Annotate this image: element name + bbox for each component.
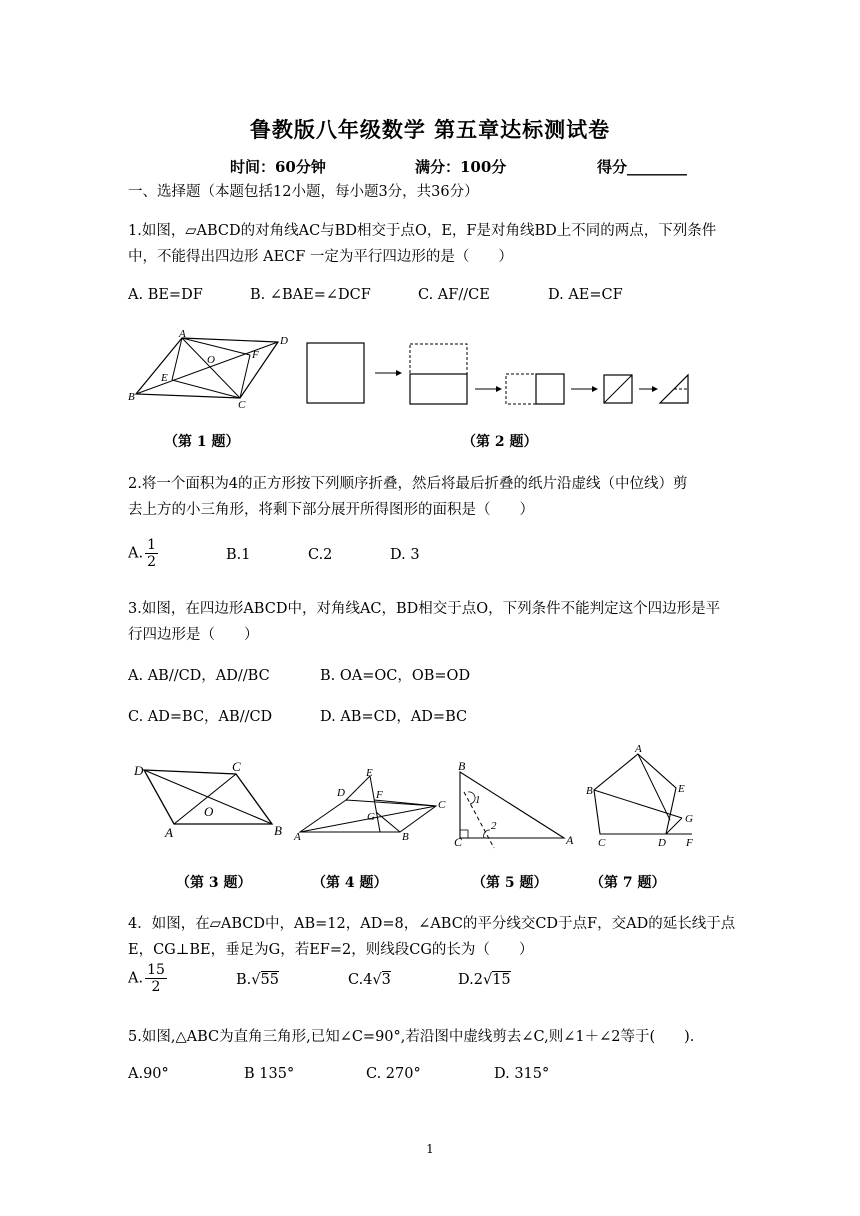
fig5-label-angle2: 2	[491, 820, 497, 832]
q2-option-d: D. 3	[390, 547, 420, 563]
figure-q2-folding	[300, 336, 700, 416]
fig1-label-e: E	[161, 372, 168, 384]
q1-option-d: D. AE=CF	[548, 287, 623, 303]
fig7-label-d: D	[658, 837, 666, 848]
fig1-label-f: F	[252, 349, 259, 361]
q3-option-a: A. AB//CD，AD//BC	[128, 668, 270, 684]
figure-q4-parallelogram-bisector	[290, 768, 450, 840]
fig4-label-d: D	[337, 787, 345, 799]
page-title: 鲁教版八年级数学 第五章达标测试卷	[249, 117, 611, 142]
figure-q3-quadrilateral	[130, 760, 290, 840]
caption-q4: （第 4 题）	[312, 875, 388, 891]
q5-text-line1: 5.如图,△ABC为直角三角形,已知∠C=90°,若沿图中虚线剪去∠C,则∠1＋∠2等于( ).	[128, 1029, 695, 1045]
fig7-label-g: G	[685, 813, 693, 825]
q2-option-a: A. $\frac{1}{2}$	[128, 537, 157, 570]
fig4-label-e: E	[366, 768, 373, 779]
fig7-label-f: F	[686, 837, 693, 848]
fig5-label-b: B	[458, 760, 466, 773]
page-number: 1	[426, 1142, 434, 1156]
full-score: 满分：100分	[415, 158, 507, 176]
fig1-label-d: D	[280, 335, 288, 347]
q3-option-d: D. AB=CD，AD=BC	[320, 709, 468, 725]
q2-option-b: B.1	[226, 547, 251, 563]
caption-q5: （第 5 题）	[472, 875, 548, 891]
q3-text-line1: 3.如图，在四边形ABCD中，对角线AC，BD相交于点O，下列条件不能判定这个四边形是平	[128, 601, 721, 617]
fig3-label-o: O	[204, 804, 214, 819]
caption-q7: （第 7 题）	[590, 875, 666, 891]
fig7-label-c: C	[598, 837, 606, 848]
fig7-label-b: B	[586, 785, 593, 797]
q3-option-c: C. AD=BC，AB//CD	[128, 709, 273, 725]
q5-option-a: A.90°	[128, 1066, 169, 1082]
exam-time: 时间：60分钟	[230, 158, 326, 176]
q1-text-line1: 1.如图，▱ABCD的对角线AC与BD相交于点O，E，F是对角线BD上不同的两点，下列条件	[128, 223, 717, 239]
fig5-label-angle1: 1	[475, 794, 481, 806]
fig3-label-b: B	[274, 823, 282, 838]
figure-q5-right-triangle	[450, 760, 580, 850]
fig1-label-c: C	[238, 399, 246, 408]
fig1-label-b: B	[128, 391, 135, 403]
fig4-label-g: G	[367, 811, 375, 823]
q2-option-c: C.2	[308, 547, 333, 563]
q4-text-line1: 4．如图，在▱ABCD中，AB=12，AD=8，∠ABC的平分线交CD于点F，交AD的延长线于点	[128, 916, 736, 932]
fig7-label-e: E	[678, 783, 685, 795]
q4-option-c: C.4√3	[348, 972, 391, 988]
fig4-label-c: C	[438, 799, 446, 811]
fig7-label-a: A	[635, 743, 642, 755]
q4-text-line2: E，CG⊥BE，垂足为G，若EF=2，则线段CG的长为（ ）	[128, 942, 534, 958]
q1-text-line2: 中，不能得出四边形 AECF 一定为平行四边形的是（ ）	[128, 249, 513, 265]
q2-text-line2: 去上方的小三角形，将剩下部分展开所得图形的面积是（ ）	[128, 502, 534, 518]
figure-q7-pentagon	[582, 742, 712, 848]
q5-option-d: D. 315°	[494, 1066, 550, 1082]
fig4-label-a: A	[294, 831, 301, 840]
score-field: 得分________	[597, 158, 688, 176]
q5-option-b: B 135°	[244, 1066, 295, 1082]
caption-q2: （第 2 题）	[462, 434, 538, 450]
q3-text-line2: 行四边形是（ ）	[128, 627, 259, 643]
q1-option-b: B. ∠BAE=∠DCF	[250, 287, 371, 303]
fig3-label-c: C	[232, 760, 241, 774]
q5-option-c: C. 270°	[366, 1066, 421, 1082]
fig1-label-a: A	[179, 328, 186, 340]
fig5-label-c: C	[454, 835, 463, 849]
fig4-label-f: F	[376, 789, 383, 801]
q1-option-c: C. AF//CE	[418, 287, 490, 303]
q4-option-b: B.√55	[236, 972, 279, 988]
fig5-label-a: A	[566, 833, 574, 847]
q4-option-a: A. $\frac{15}{2}$	[128, 962, 165, 995]
q1-option-a: A. BE=DF	[128, 287, 203, 303]
fig3-label-a: A	[165, 825, 173, 840]
figure-q1-parallelogram	[128, 328, 288, 408]
q4-option-d: D.2√15	[458, 972, 511, 988]
fig3-label-d: D	[134, 763, 144, 778]
fig1-label-o: O	[207, 354, 215, 366]
caption-q3: （第 3 题）	[176, 875, 252, 891]
fig4-label-b: B	[402, 831, 409, 840]
section-heading: 一、选择题（本题包括12小题，每小题3分，共36分）	[128, 184, 479, 200]
q2-text-line1: 2.将一个面积为4的正方形按下列顺序折叠，然后将最后折叠的纸片沿虚线（中位线）剪	[128, 476, 688, 492]
q3-option-b: B. OA=OC，OB=OD	[320, 668, 471, 684]
caption-q1: （第 1 题）	[164, 434, 240, 450]
